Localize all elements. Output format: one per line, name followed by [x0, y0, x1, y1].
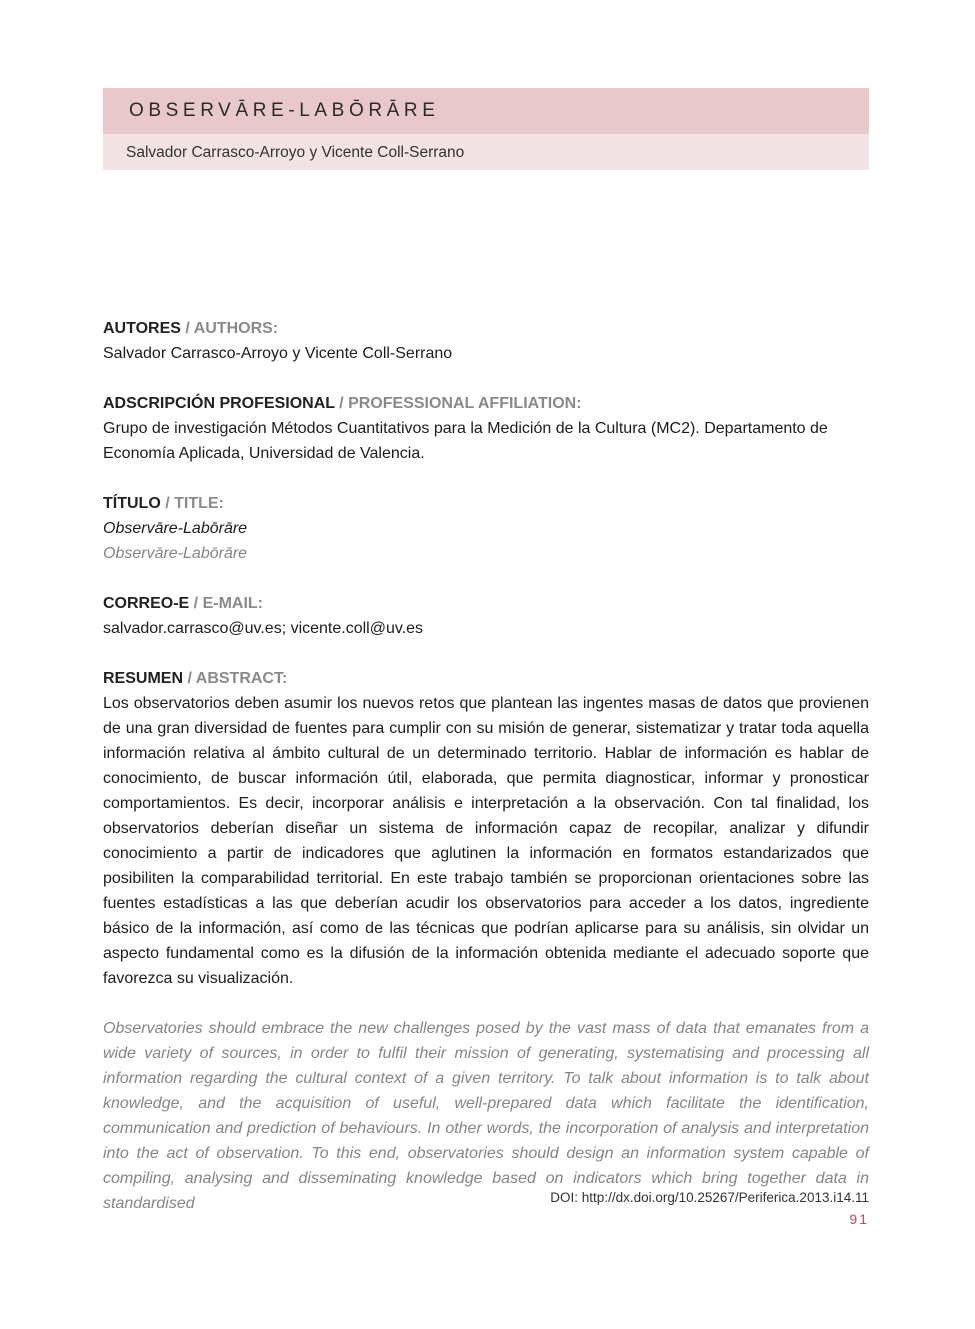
email-value: salvador.carrasco@uv.es; vicente.coll@uv.es [103, 620, 424, 637]
label-en: ABSTRACT: [195, 670, 288, 687]
header-band [103, 88, 869, 134]
abstract-english: Observatories should embrace the new challenges posed by the vast mass of data that emanates from a wide variety of sources, in order to fulfil their mission of generating, systematising and processing all information regarding the cultural context of a given territory. To talk about information is to talk about knowledge, and the acquisition of useful, well-prepared data which facilitate the identification, communication and prediction of behaviours. In other words, the incorporation of analysis and interpretation into the act of observation. To this end, observatories should design an information system capable of compiling, analysing and disseminating knowledge based on indicators which bring together data in standardised [103, 1020, 869, 1212]
doi-link[interactable]: DOI: http://dx.doi.org/10.25267/Periferica.2013.i14.11 [550, 1190, 869, 1205]
abstract-spanish: Los observatorios deben asumir los nuevos retos que plantean las ingentes masas de datos que provienen de una gran diversidad de fuentes para cumplir con su misión de generar, sistematizar y tratar toda aquella información relativa al ámbito cultural de un determinado territorio. Hablar de información es hablar de conocimiento, de buscar información útil, elaborada, que permita diagnosticar, informar y pronosticar comportamientos. Es decir, incorporar análisis e interpretación a la observación. Con tal finalidad, los observatorios deberían diseñar un sistema de información capaz de recopilar, analizar y difundir conocimiento a partir de indicadores que aglutinen la información en formatos estandarizados que posibiliten la comparabilidad territorial. En este trabajo también se proporcionan orientaciones sobre las fuentes estadísticas a las que deberían acudir los observatorios para acceder a los datos, ingrediente básico de la información, así como de las técnicas que podrían aplicarse para su análisis, sin olvidar un aspecto fundamental como es la difusión de la información obtenida mediante el adecuado soporte que favorezca su visualización. [103, 695, 869, 987]
authors-value: Salvador Carrasco-Arroyo y Vicente Coll-Serrano [103, 345, 453, 362]
label-separator: / [183, 670, 196, 687]
label-en: AUTHORS: [193, 320, 279, 337]
title-section [103, 491, 869, 566]
label-separator: / [160, 495, 175, 512]
label-en: TITLE: [174, 495, 224, 512]
affiliation-section [103, 391, 869, 466]
label-es: CORREO-E [103, 595, 190, 612]
label-en: E-MAIL: [202, 595, 264, 612]
label-es: AUTORES [103, 320, 181, 337]
title-label [103, 491, 869, 516]
label-separator: / [334, 395, 349, 412]
title-value-es: Observāre-Labōrāre [103, 520, 248, 537]
authors-section [103, 316, 869, 366]
affiliation-value: Grupo de investigación Métodos Cuantitativos para la Medición de la Cultura (MC2). Departamento de Economía Aplicada, Universidad de Valencia. [103, 420, 828, 462]
label-separator: / [180, 320, 194, 337]
abstract-label [103, 666, 869, 691]
title-value-en: Observāre-Labōrāre [103, 545, 248, 562]
journal-section-title: OBSERVĀRE-LABŌRĀRE [129, 100, 440, 121]
abstract-section [103, 666, 869, 991]
header-authors: Salvador Carrasco-Arroyo y Vicente Coll-Serrano [126, 144, 465, 161]
author-band [103, 134, 869, 170]
label-es: RESUMEN [103, 670, 184, 687]
label-es: TÍTULO [103, 495, 161, 512]
label-separator: / [189, 595, 203, 612]
authors-label [103, 316, 869, 341]
page-number: 91 [849, 1211, 869, 1227]
label-en: PROFESSIONAL AFFILIATION: [348, 395, 582, 412]
email-label [103, 591, 869, 616]
label-es: ADSCRIPCIÓN PROFESIONAL [103, 395, 335, 412]
affiliation-label [103, 391, 869, 416]
email-section [103, 591, 869, 641]
